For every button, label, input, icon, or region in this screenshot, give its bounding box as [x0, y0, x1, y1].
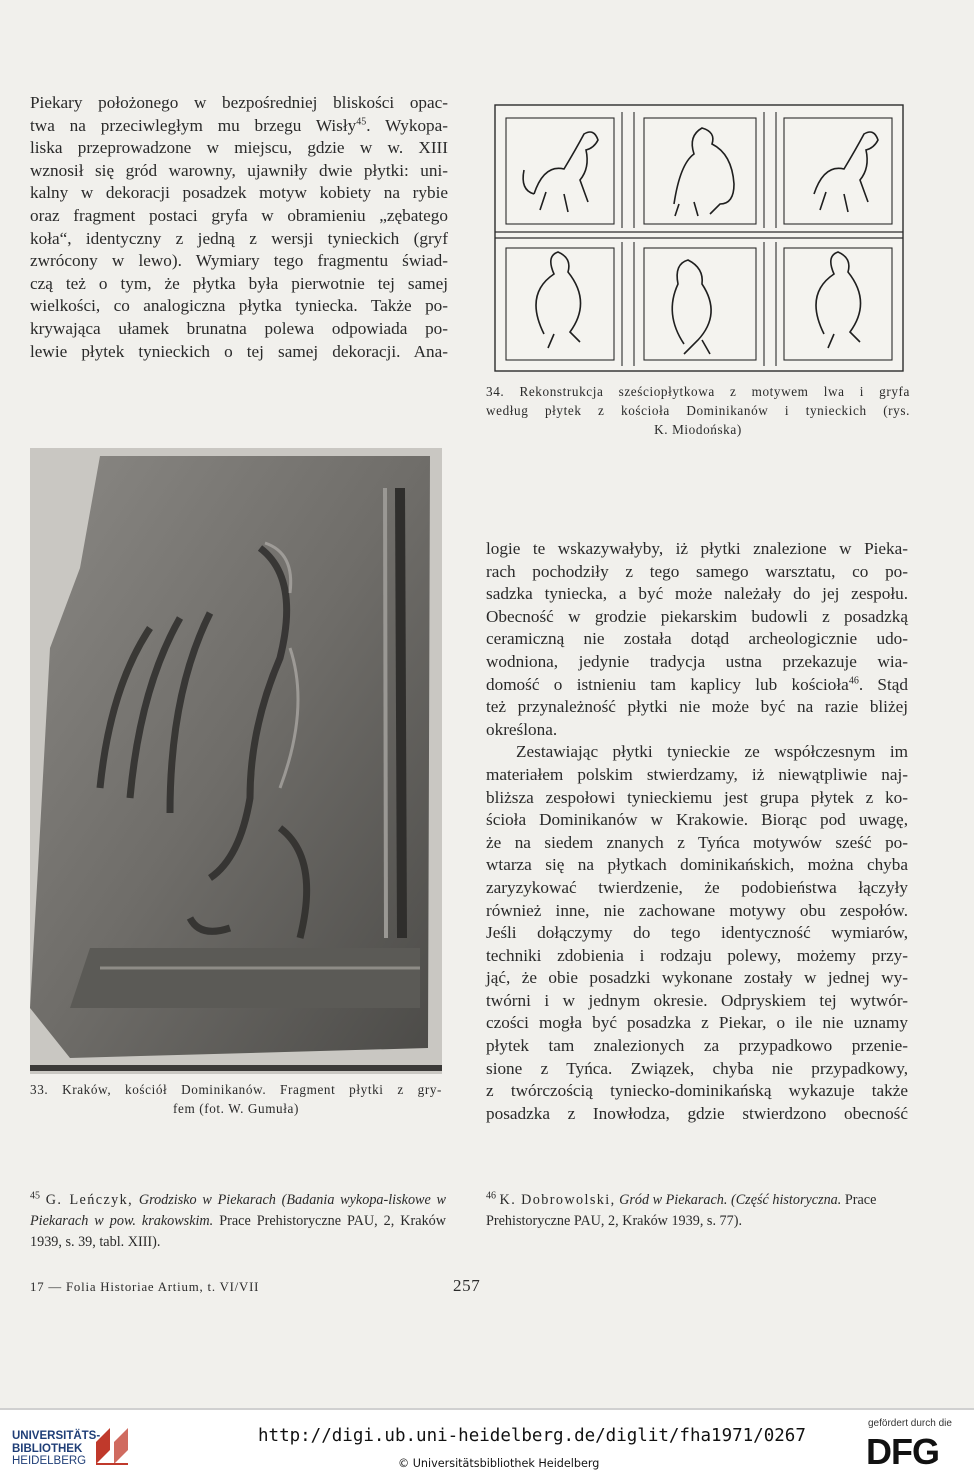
text-line: Piekary położonego w bezpośredniej bliskości opac- — [30, 93, 448, 112]
text-line: sadzka tyniecka, a być może należały do jej zespołu. — [486, 584, 908, 604]
left-column-text — [30, 92, 448, 363]
text-line: oraz fragment postaci gryfa w obramieniu „zębatego — [30, 205, 448, 225]
sponsor-note: gefördert durch die — [868, 1418, 952, 1429]
library-logo-icon — [92, 1424, 136, 1468]
text-line: kalny w dekoracji posadzek motyw kobiety na rybie — [30, 183, 448, 203]
text-line: również inne, nie zachowane motywy obu zespołów. — [486, 900, 908, 920]
text-line: twa na przeciwległym mu brzegu Wisły$^{45}$. Wykopa- — [30, 115, 448, 135]
text-line: Zestawiając płytki tynieckie ze współczesnym im — [516, 742, 908, 762]
permalink-url[interactable]: http://digi.ub.uni-heidelberg.de/diglit/fha1971/0267 — [258, 1426, 806, 1446]
page-number: 257 — [453, 1276, 481, 1295]
text-line: logie te wskazywałyby, iż płytki znalezione w Pieka- — [486, 539, 908, 558]
caption-line: K. Miodońska) — [654, 422, 742, 437]
text-line: liska przeprowadzone w miejscu, gdzie w w. XIII — [30, 138, 448, 158]
figure-34-tile-reconstruction — [494, 104, 904, 372]
text-line: Obecność w grodzie piekarskim budowli z posadzką — [486, 606, 908, 626]
text-line: zwrócony w lewo). Wymiary tego fragmentu świad- — [30, 251, 448, 271]
figure-33-tile-photo — [30, 448, 442, 1074]
paragraph — [486, 741, 908, 1125]
footnote-45 — [30, 1190, 446, 1253]
text-line: wodniona, jedynie tradycja ustna przekazuje wia- — [486, 651, 908, 671]
text-line: wznosił się gród warowny, ujawniły dwie płytki: uni- — [30, 160, 448, 180]
footnote-author: G. Leńczyk, — [45, 1192, 134, 1208]
text-line: z twórczością tyniecko-dominikańską wykazuje także — [486, 1081, 908, 1101]
text-line: rach pochodziły z tego samego warsztatu, co po- — [486, 561, 908, 581]
footnote-title: Gród w Piekarach. (Część historyczna. — [619, 1192, 842, 1208]
text-line: krywająca ułamek brunatna polewa odpowiada po- — [30, 318, 448, 338]
text-line: koła“, identyczny z jedną z wersji tynieckich (gryf — [30, 228, 448, 248]
figure-33-caption — [30, 1080, 442, 1118]
text-line: posadzka z Inowłodza, gdzie stwierdzono obecność — [486, 1103, 908, 1123]
footnote-ref[interactable]: 46 — [848, 674, 859, 686]
footnote-ref[interactable]: 45 — [356, 115, 367, 127]
tile-drawing — [494, 104, 904, 372]
right-column-text — [486, 538, 908, 1125]
digitization-footer — [0, 1408, 974, 1482]
footnote-number: 45 — [30, 1190, 40, 1202]
text-line: sione z Tyńca. Związek, chyba nie przypadkowy, — [486, 1058, 908, 1078]
running-footer: 17 — Folia Historiae Artium, t. VI/VII — [30, 1280, 260, 1294]
footnote-title: Grodzisko w Piekarach (Badania wykopa-liskowe w Piekarach w pow. krakowskim. — [30, 1192, 446, 1229]
figure-34-caption — [486, 382, 910, 439]
text-line: że na siedem znanych z Tyńca motywów sześć po- — [486, 832, 908, 852]
text-line: wielkości, co analogiczna płytka tyniecka. Także po- — [30, 296, 448, 316]
footnote-source: Prace Prehistoryczne PAU, 2, Kraków 1939, s. 39, tabl. XIII). — [30, 1213, 447, 1250]
text-line: bliższa zespołowi tynieckiemu jest grupa płytek z ko- — [486, 787, 908, 807]
text-line: czości mogła być posadzka z Piekar, o ile nie uznamy — [486, 1013, 908, 1033]
footnote-number: 46 — [486, 1190, 496, 1202]
text-line: zaryzykować twierdzenie, że podobieństwa łączyły — [486, 877, 908, 897]
text-line: płytek tam znalezionych za przypadkowo przenie- — [486, 1036, 908, 1056]
text-line: twórni i w jednym okresie. Odpryskiem tej wytwór- — [486, 990, 908, 1010]
text-line: wtarza się na płytkach dominikańskich, można chyba — [486, 855, 908, 875]
text-line: określona. — [486, 719, 558, 739]
dfg-logo: DFG — [866, 1431, 939, 1472]
text-line: Jeśli dołączymy do tego identyczność wymiarów, — [486, 923, 908, 943]
caption-line: według płytek z kościoła Dominikanów i tynieckich (rys. — [486, 403, 910, 418]
caption-line: 33. Kraków, kościół Dominikanów. Fragment płytki z gry- — [30, 1082, 442, 1097]
text-line: czą też o tym, że płytka była pierwotnie tej samej — [30, 273, 448, 293]
library-name: UNIVERSITÄTS- BIBLIOTHEK HEIDELBERG — [12, 1430, 101, 1467]
caption-line: fem (fot. W. Gumuła) — [173, 1101, 299, 1116]
text-line: techniki zdobienia i rodzaju polewy, możemy przy- — [486, 945, 908, 965]
text-line: jąć, że obie posadzki wykonane zostały w jednej wy- — [486, 968, 908, 988]
copyright-notice: © Universitätsbibliothek Heidelberg — [398, 1457, 600, 1470]
text-line: też przynależność płytki nie może być na razie bliżej — [486, 697, 908, 717]
caption-line: 34. Rekonstrukcja sześciopłytkowa z motywem lwa i gryfa — [486, 384, 910, 399]
tile-photo — [30, 448, 442, 1074]
text-line: ścioła Dominikanów w Krakowie. Biorąc pod uwagę, — [486, 810, 908, 830]
text-line: materiałem polskim stwierdzamy, iż niewątpliwie naj- — [486, 764, 908, 784]
text-line: ceramiczną nie została dotąd archeologicznie udo- — [486, 629, 908, 649]
paragraph — [486, 538, 908, 741]
text-line: lewie płytek tynieckich o tej samej dekoracji. Ana- — [30, 341, 448, 361]
text-line: domość o istnieniu tam kaplicy lub kościoła$^{46}$. Stąd — [486, 674, 908, 694]
footnote-author: K. Dobrowolski, — [499, 1192, 616, 1208]
footnote-source: Prace Prehistoryczne PAU, 2, Kraków 1939, s. 77). — [486, 1192, 877, 1229]
footnote-46 — [486, 1190, 910, 1232]
